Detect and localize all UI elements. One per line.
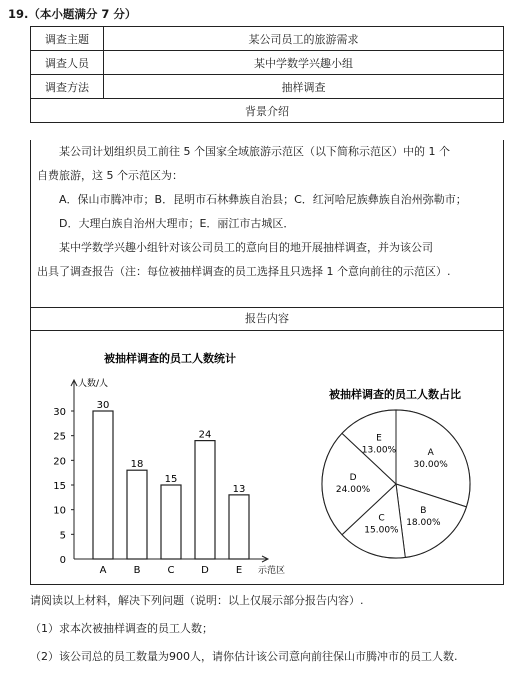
instruction-text: 请阅读以上材料，解决下列问题（说明：以上仅展示部分报告内容）. <box>30 594 364 607</box>
bar-C <box>161 485 181 559</box>
pie-percent-label: 24.00% <box>335 485 371 495</box>
pie-percent-label: 15.00% <box>364 525 399 536</box>
pie-chart-title: 被抽样调查的员工人数占比 <box>329 388 461 401</box>
y-tick-label: 25 <box>53 431 66 443</box>
info-key: 调查主题 <box>31 27 104 51</box>
background-line: 出具了调查报告（注：每位被抽样调查的员工选择且只选择 1 个意向前往的示范区）. <box>37 265 451 278</box>
pie-percent-label: 13.00% <box>361 445 397 456</box>
background-title: 背景介绍 <box>31 99 504 123</box>
y-tick-label: 5 <box>59 530 66 542</box>
pie-category-label: B <box>420 506 427 517</box>
bar-value-label: 30 <box>96 400 110 411</box>
pie-category-label: E <box>376 433 382 444</box>
bar-value-label: 15 <box>164 474 178 485</box>
pie-category-label: C <box>378 513 385 524</box>
background-line: 自费旅游，这 5 个示范区为： <box>37 169 183 182</box>
bar-B <box>127 470 147 559</box>
x-tick-label: A <box>99 565 107 576</box>
y-tick-label: 10 <box>53 505 66 517</box>
y-tick-label: 15 <box>53 481 66 492</box>
question-1: （1）求本次被抽样调查的员工人数； <box>30 622 213 635</box>
x-tick-label: B <box>133 565 141 576</box>
x-tick-label: D <box>201 565 209 576</box>
bar-D <box>195 441 215 559</box>
info-value: 抽样调查 <box>104 75 504 99</box>
background-line: 某公司计划组织员工前往 5 个国家全域旅游示范区（以下简称示范区）中的 1 个 <box>59 145 450 158</box>
pie-percent-label: 30.00% <box>413 459 448 470</box>
y-tick-label: 0 <box>59 555 66 566</box>
bar-chart-title: 被抽样调查的员工人数统计 <box>104 352 236 365</box>
y-axis-label: 人数/人 <box>78 379 109 389</box>
y-tick-label: 20 <box>53 456 66 468</box>
background-line: 某中学数学兴趣小组针对该公司员工的意向目的地开展抽样调查，并为该公司 <box>59 241 433 254</box>
background-line: A．保山市腾冲市；B．昆明市石林彝族自治县；C．红河哈尼族彝族自治州弥勒市； <box>59 193 467 206</box>
bar-value-label: 24 <box>198 429 212 441</box>
bar-A <box>93 411 113 559</box>
pie-category-label: D <box>349 473 357 483</box>
info-value: 某公司员工的旅游需求 <box>104 27 504 51</box>
background-line: D．大理白族自治州大理市；E．丽江市古城区． <box>59 217 295 230</box>
question-2: （2）该公司总的员工数量为900人，请你估计该公司意向前往保山市腾冲市的员工人数. <box>30 650 458 663</box>
report-title: 报告内容 <box>30 307 504 331</box>
x-tick-label: E <box>235 565 243 576</box>
x-tick-label: C <box>167 565 175 576</box>
pie-percent-label: 18.00% <box>406 518 441 529</box>
x-axis-label: 示范区 <box>258 566 286 576</box>
bar-value-label: 18 <box>130 459 144 471</box>
y-tick-label: 30 <box>53 407 66 418</box>
question-header: 19.（本小题满分 7 分） <box>8 7 137 21</box>
bar-E <box>229 495 249 559</box>
pie-category-label: A <box>427 447 434 458</box>
info-value: 某中学数学兴趣小组 <box>104 51 504 75</box>
info-key: 调查人员 <box>31 51 104 75</box>
bar-value-label: 13 <box>232 483 246 495</box>
info-key: 调查方法 <box>31 75 104 99</box>
